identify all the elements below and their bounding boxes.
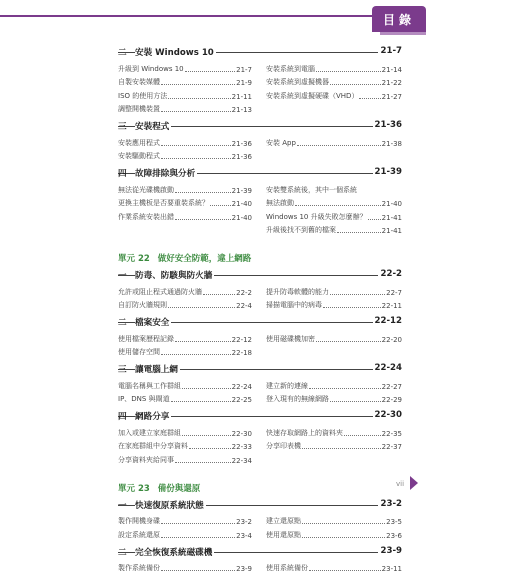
column-gap — [252, 222, 266, 236]
toc-entry[interactable] — [118, 526, 252, 540]
toc-row — [118, 195, 402, 209]
entry-page: 21-41 — [382, 214, 402, 222]
section-heading[interactable] — [118, 408, 402, 424]
dot-leader — [171, 401, 231, 402]
entry-title: 自製安裝媒體 — [118, 77, 160, 87]
toc-entry — [266, 451, 402, 465]
column-gap — [252, 560, 266, 573]
dot-leader — [168, 307, 235, 308]
unit-heading — [118, 479, 402, 497]
section-title: 完全恢復系統磁碟機 — [135, 546, 214, 558]
entry-page: 23-4 — [236, 532, 252, 540]
entry-title: 允許或阻止程式通過防火牆 — [118, 287, 202, 297]
entry-page: 22-30 — [232, 430, 252, 438]
entry-page: 22-12 — [232, 336, 252, 344]
entry-title: ISO 的使用方法 — [118, 91, 167, 101]
entry-page: 22-2 — [236, 289, 252, 297]
toc-entry[interactable] — [266, 60, 402, 74]
entry-title: 快速存取網路上的資料夾 — [266, 428, 343, 438]
section-number: 二 — [118, 46, 132, 58]
toc-row — [118, 513, 402, 527]
toc-entry[interactable] — [266, 181, 402, 195]
entry-page: 21-13 — [232, 106, 252, 114]
dot-leader — [161, 84, 235, 85]
section-page: 22-2 — [378, 269, 402, 279]
entry-page: 21-40 — [382, 200, 402, 208]
entry-page: 23-5 — [386, 518, 402, 526]
section-page: 22-12 — [373, 316, 403, 326]
entry-title: 登入現有的無線網路 — [266, 394, 329, 404]
entry-title: 安裝系統到電腦 — [266, 64, 315, 74]
toc-entry[interactable] — [266, 438, 402, 452]
dot-leader — [302, 448, 381, 449]
entry-page: 21-40 — [232, 200, 252, 208]
toc-tab-shadow — [380, 32, 426, 35]
entry-title: 使用磁碟機加密 — [266, 334, 315, 344]
toc-entry[interactable] — [266, 560, 402, 573]
dot-leader — [168, 98, 230, 99]
column-gap — [252, 330, 266, 344]
section-heading[interactable] — [118, 544, 402, 560]
dot-leader — [337, 232, 381, 233]
toc-row — [118, 208, 402, 222]
entry-title: 加入或建立家庭群組 — [118, 428, 181, 438]
section-number: 三 — [118, 363, 132, 375]
toc-entry[interactable] — [118, 330, 252, 344]
column-gap — [252, 451, 266, 465]
entry-page: 22-4 — [236, 302, 252, 310]
dot-leader — [330, 401, 381, 402]
column-gap — [252, 195, 266, 209]
section-number: 二 — [118, 316, 132, 328]
toc-row — [118, 424, 402, 438]
toc-entry[interactable] — [118, 195, 252, 209]
toc-entry[interactable] — [118, 424, 252, 438]
section-title: 防毒、防駭與防火牆 — [135, 269, 214, 281]
section-number: 二 — [118, 546, 132, 558]
column-gap — [252, 87, 266, 101]
entry-page: 22-33 — [232, 443, 252, 451]
toc-entry[interactable] — [118, 344, 252, 358]
toc-entry[interactable] — [118, 391, 252, 405]
toc-row — [118, 560, 402, 573]
entry-page: 22-11 — [382, 302, 402, 310]
entry-page: 22-29 — [382, 396, 402, 404]
unit-title: 備份與還原 — [158, 482, 201, 494]
toc-row — [118, 101, 402, 115]
column-gap — [252, 101, 266, 115]
toc-tab: 目錄 — [372, 6, 426, 32]
dot-leader — [309, 388, 381, 389]
dot-leader — [203, 294, 235, 295]
entry-page: 22-37 — [382, 443, 402, 451]
toc-row — [118, 181, 402, 195]
toc-entry[interactable] — [266, 283, 402, 297]
entry-title: 使用儲存空間 — [118, 347, 160, 357]
toc-row — [118, 222, 402, 236]
section-heading[interactable] — [118, 497, 402, 513]
column-gap — [252, 297, 266, 311]
section-number: 三 — [118, 120, 132, 132]
section-title: 故障排除與分析 — [135, 167, 197, 179]
section-title: 讓電腦上網 — [135, 363, 180, 375]
section-heading[interactable] — [118, 267, 402, 283]
next-page-arrow-icon — [410, 476, 418, 490]
entry-title: 自訂防火牆規則 — [118, 300, 167, 310]
entry-title: 掃描電腦中的病毒 — [266, 300, 322, 310]
toc-entry[interactable] — [266, 526, 402, 540]
entry-page: 21-22 — [382, 79, 402, 87]
toc-row — [118, 74, 402, 88]
unit-number: 單元 23 — [118, 482, 150, 494]
entry-page: 22-27 — [382, 383, 402, 391]
section-page: 23-2 — [378, 499, 402, 509]
column-gap — [252, 74, 266, 88]
dot-leader — [368, 219, 381, 220]
entry-title: 使用還原點 — [266, 530, 301, 540]
toc-entry — [266, 101, 402, 115]
toc-entry[interactable] — [118, 101, 252, 115]
entry-title: 在家庭群組中分享資料 — [118, 441, 188, 451]
section-heading[interactable] — [118, 361, 402, 377]
section-title: 快速復原系統狀態 — [135, 499, 206, 511]
dot-leader — [295, 205, 381, 206]
entry-title: 更換主機板是否要重裝系統？ — [118, 198, 209, 208]
section-page: 22-30 — [373, 410, 403, 420]
unit-number: 單元 22 — [118, 252, 150, 264]
dot-leader — [182, 435, 231, 436]
entry-page: 22-24 — [232, 383, 252, 391]
toc-row — [118, 134, 402, 148]
dot-leader — [309, 570, 381, 571]
dot-leader — [359, 98, 380, 99]
column-gap — [252, 377, 266, 391]
toc-entry[interactable] — [118, 181, 252, 195]
dot-leader — [302, 537, 385, 538]
toc-row — [118, 344, 402, 358]
column-gap — [252, 60, 266, 74]
column-gap — [252, 526, 266, 540]
toc-entry[interactable] — [266, 330, 402, 344]
toc-entry[interactable] — [118, 513, 252, 527]
section-page: 21-7 — [378, 46, 402, 56]
section-heading[interactable] — [118, 44, 402, 60]
section-title: 檔案安全 — [135, 316, 171, 328]
toc-entry[interactable] — [118, 208, 252, 222]
entry-page: 21-11 — [232, 93, 252, 101]
entry-title: 製作開機身碟 — [118, 516, 160, 526]
entry-page: 21-9 — [236, 79, 252, 87]
column-gap — [252, 391, 266, 405]
dot-leader — [161, 158, 231, 159]
table-of-contents — [118, 44, 402, 573]
entry-title: 分享資料夾給同事 — [118, 455, 174, 465]
entry-title: 安裝雙系統後，其中一個系統 — [266, 185, 357, 195]
entry-page: 21-38 — [382, 140, 402, 148]
dot-leader — [344, 435, 381, 436]
column-gap — [252, 513, 266, 527]
section-page: 21-36 — [373, 120, 403, 130]
column-gap — [252, 283, 266, 297]
toc-row — [118, 451, 402, 465]
toc-entry[interactable] — [118, 87, 252, 101]
entry-title: 無法啟動 — [266, 198, 294, 208]
toc-entry[interactable] — [266, 87, 402, 101]
entry-page: 21-27 — [382, 93, 402, 101]
toc-row — [118, 87, 402, 101]
dot-leader — [210, 205, 231, 206]
toc-entry[interactable] — [118, 297, 252, 311]
dot-leader — [189, 448, 231, 449]
entry-title: 作業系統安裝出錯 — [118, 212, 174, 222]
entry-page: 22-35 — [382, 430, 402, 438]
dot-leader — [316, 341, 381, 342]
entry-page: 21-14 — [382, 66, 402, 74]
entry-page: 21-36 — [232, 153, 252, 161]
toc-entry[interactable] — [266, 195, 402, 209]
dot-leader — [175, 462, 231, 463]
entry-page: 23-2 — [236, 518, 252, 526]
entry-title: 調整開機裝置 — [118, 104, 160, 114]
entry-page: 23-11 — [382, 565, 402, 573]
entry-title: 安裝系統到虛擬機器 — [266, 77, 329, 87]
dot-leader — [175, 341, 231, 342]
dot-leader — [161, 145, 231, 146]
toc-entry — [266, 148, 402, 162]
dot-leader — [161, 537, 235, 538]
column-gap — [252, 148, 266, 162]
section-heading[interactable] — [118, 165, 402, 181]
toc-row — [118, 377, 402, 391]
section-number: 一 — [118, 499, 132, 511]
entry-page: 23-6 — [386, 532, 402, 540]
entry-title: 建立新的連線 — [266, 381, 308, 391]
entry-title: 安裝應用程式 — [118, 138, 160, 148]
entry-page: 21-41 — [382, 227, 402, 235]
section-heading[interactable] — [118, 118, 402, 134]
dot-leader — [330, 294, 385, 295]
entry-title: 提升防毒軟體的能力 — [266, 287, 329, 297]
column-gap — [252, 438, 266, 452]
entry-title: IP、DNS 與閘道 — [118, 394, 170, 404]
section-number: 四 — [118, 410, 132, 422]
toc-entry[interactable] — [118, 74, 252, 88]
toc-entry[interactable] — [266, 208, 402, 222]
dot-leader — [182, 388, 231, 389]
section-number: 四 — [118, 167, 132, 179]
toc-entry[interactable] — [266, 424, 402, 438]
dot-leader — [330, 84, 381, 85]
entry-title: 安裝 App — [266, 138, 296, 148]
toc-entry[interactable] — [118, 560, 252, 573]
entry-title: 分享印表機 — [266, 441, 301, 451]
dot-leader — [297, 145, 381, 146]
toc-entry[interactable] — [266, 222, 402, 236]
toc-entry — [118, 222, 252, 236]
entry-page: 21-40 — [232, 214, 252, 222]
toc-row — [118, 438, 402, 452]
page-number: vii — [396, 480, 404, 488]
entry-title: 無法從光碟機啟動 — [118, 185, 174, 195]
column-gap — [252, 344, 266, 358]
dot-leader — [161, 111, 231, 112]
section-title: 網路分享 — [135, 410, 171, 422]
entry-title: 安裝驅動程式 — [118, 151, 160, 161]
toc-row — [118, 391, 402, 405]
entry-title: 電腦名稱與工作群組 — [118, 381, 181, 391]
entry-page: 21-36 — [232, 140, 252, 148]
section-page: 22-24 — [373, 363, 403, 373]
section-page: 21-39 — [373, 167, 403, 177]
column-gap — [252, 181, 266, 195]
entry-title: 建立還原點 — [266, 516, 301, 526]
section-title: 安裝程式 — [135, 120, 171, 132]
toc-entry[interactable] — [266, 391, 402, 405]
toc-entry[interactable] — [118, 283, 252, 297]
top-rule — [0, 15, 372, 17]
entry-title: 使用檔案歷程記錄 — [118, 334, 174, 344]
entry-title: 升級後找不到舊的檔案 — [266, 225, 336, 235]
section-number: 一 — [118, 269, 132, 281]
toc-row — [118, 283, 402, 297]
dot-leader — [161, 354, 231, 355]
entry-page: 21-39 — [232, 187, 252, 195]
entry-title: 設定系統還原 — [118, 530, 160, 540]
column-gap — [252, 208, 266, 222]
toc-entry — [266, 344, 402, 358]
toc-row — [118, 526, 402, 540]
entry-page: 22-34 — [232, 457, 252, 465]
unit-title: 做好安全防範，違上網路 — [158, 252, 252, 264]
toc-entry[interactable] — [118, 438, 252, 452]
toc-entry[interactable] — [118, 377, 252, 391]
dot-leader — [316, 71, 381, 72]
toc-entry[interactable] — [118, 134, 252, 148]
dot-leader — [302, 523, 385, 524]
dot-leader — [161, 570, 235, 571]
toc-row — [118, 60, 402, 74]
entry-title: 升級到 Windows 10 — [118, 64, 184, 74]
entry-page: 22-20 — [382, 336, 402, 344]
entry-page: 21-7 — [236, 66, 252, 74]
toc-entry[interactable] — [118, 60, 252, 74]
toc-entry[interactable] — [266, 297, 402, 311]
toc-entry[interactable] — [266, 377, 402, 391]
entry-page: 22-18 — [232, 349, 252, 357]
column-gap — [252, 134, 266, 148]
entry-page: 23-9 — [236, 565, 252, 573]
toc-entry[interactable] — [266, 74, 402, 88]
section-heading[interactable] — [118, 314, 402, 330]
dot-leader — [161, 523, 235, 524]
toc-entry[interactable] — [118, 148, 252, 162]
column-gap — [252, 424, 266, 438]
dot-leader — [185, 71, 236, 72]
dot-leader — [175, 219, 231, 220]
section-title: 安裝 Windows 10 — [135, 46, 216, 58]
toc-entry[interactable] — [266, 134, 402, 148]
entry-page: 22-25 — [232, 396, 252, 404]
section-page: 23-9 — [378, 546, 402, 556]
entry-page: 22-7 — [386, 289, 402, 297]
toc-row — [118, 330, 402, 344]
entry-title: Windows 10 升級失敗怎麼辦？ — [266, 212, 367, 222]
entry-title: 安裝系統到虛擬硬碟（VHD） — [266, 91, 358, 101]
toc-entry[interactable] — [266, 513, 402, 527]
dot-leader — [323, 307, 381, 308]
toc-row — [118, 297, 402, 311]
dot-leader — [175, 192, 231, 193]
toc-entry[interactable] — [118, 451, 252, 465]
entry-title: 使用系統備份 — [266, 563, 308, 573]
unit-heading — [118, 249, 402, 267]
entry-title: 製作系統備份 — [118, 563, 160, 573]
toc-row — [118, 148, 402, 162]
